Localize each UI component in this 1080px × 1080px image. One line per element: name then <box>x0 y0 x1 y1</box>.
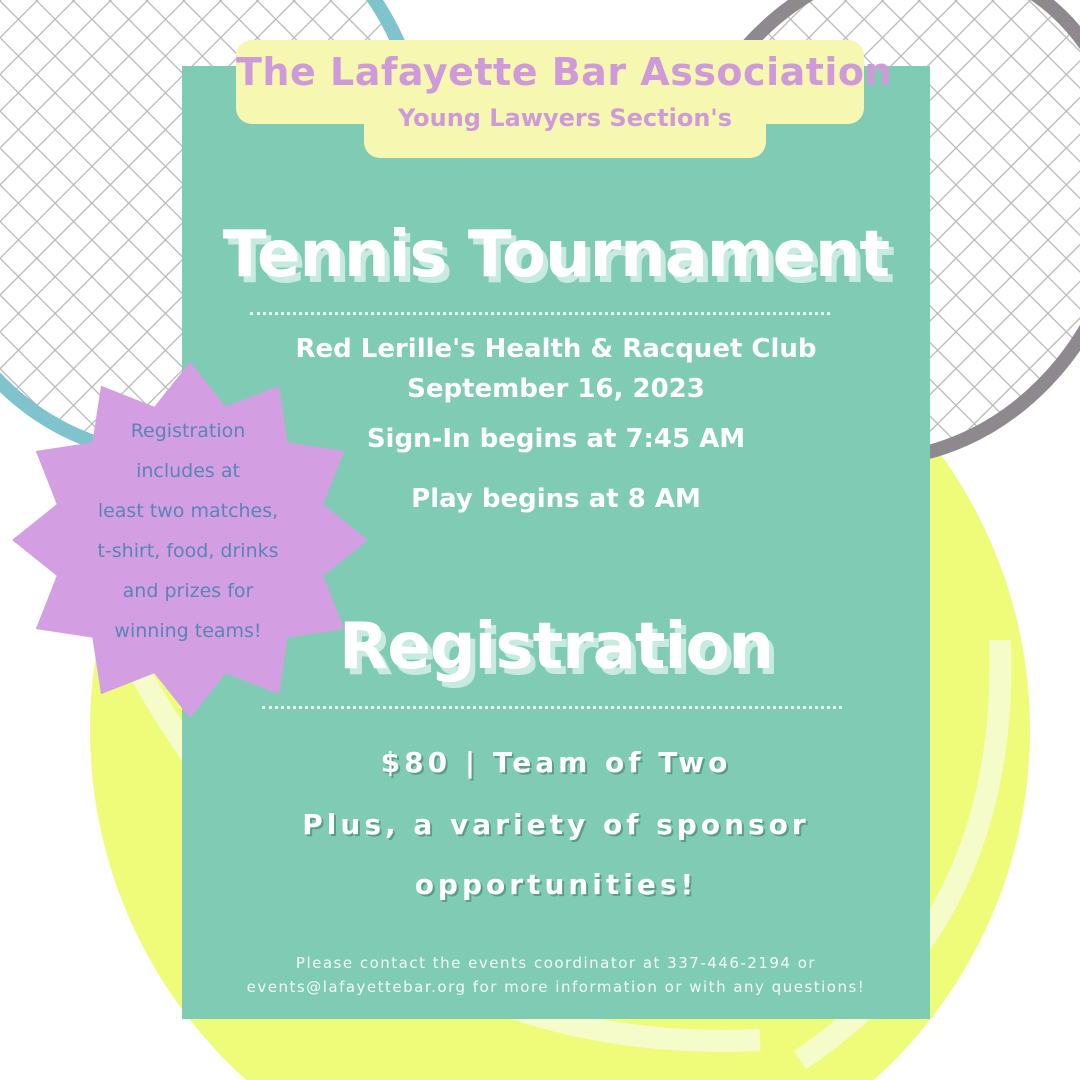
section-name: Young Lawyers Section's <box>397 104 733 132</box>
sponsor-note-continued: opportunities! <box>414 868 698 901</box>
sponsor-note: Plus, a variety of sponsor <box>302 808 810 841</box>
play-time: Play begins at 8 AM <box>411 484 701 514</box>
contact-info: Please contact the events coordinator at 337-446-2194 or <box>295 954 817 972</box>
event-date: September 16, 2023 <box>407 374 705 404</box>
registration-price: $80 | Team of Two <box>380 746 732 779</box>
callout-line: t-shirt, food, drinks <box>97 540 279 562</box>
callout-line: winning teams! <box>114 620 262 642</box>
callout-line: Registration <box>130 420 246 442</box>
title-divider <box>250 312 830 315</box>
contact-info-continued: events@lafayettebar.org for more information or with any questions! <box>246 978 866 996</box>
callout-line: and prizes for <box>122 580 254 602</box>
callout-line: includes at <box>136 460 240 482</box>
organization-name: The Lafayette Bar Association <box>236 50 893 94</box>
sign-in-time: Sign-In begins at 7:45 AM <box>366 424 746 454</box>
event-title: Tennis Tournament <box>222 218 890 292</box>
event-venue: Red Lerille's Health & Racquet Club <box>295 334 817 364</box>
callout-line: least two matches, <box>97 500 279 522</box>
registration-heading: Registration <box>339 610 773 684</box>
